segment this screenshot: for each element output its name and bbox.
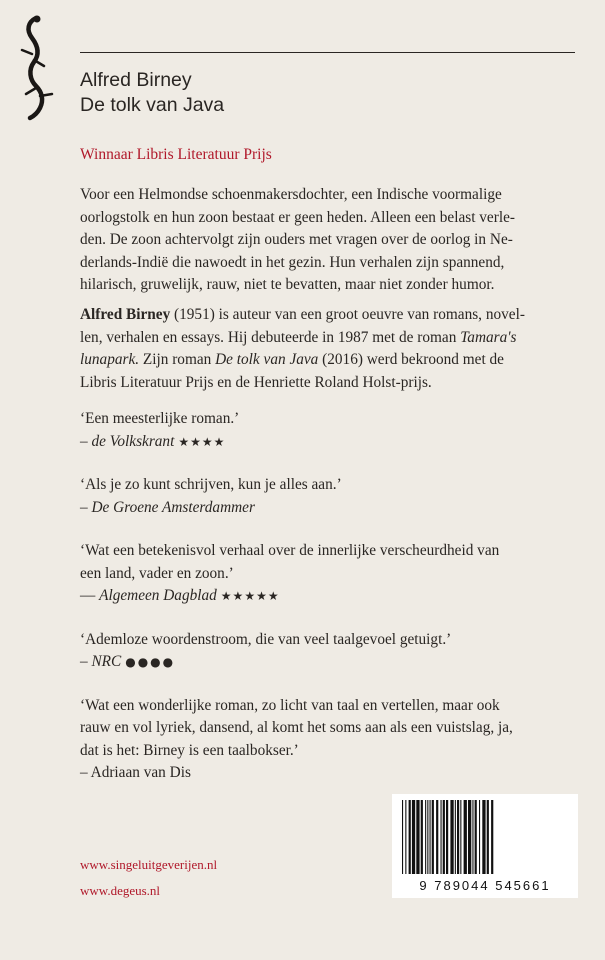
book-title: De tolk van Java	[80, 94, 225, 116]
isbn-barcode	[392, 794, 578, 898]
salamander-icon	[14, 14, 60, 124]
barcode-bar	[441, 800, 442, 874]
barcode-bar	[475, 800, 477, 874]
rating-stars: ★★★★★	[220, 589, 280, 603]
barcode-bar	[436, 800, 438, 874]
author-name: Alfred Birney	[80, 69, 192, 91]
review-quote	[80, 474, 580, 519]
barcode-bar	[405, 800, 406, 874]
blurb-line: hilarisch, gruwelijk, rauw, niet te bevatten, maar niet zonder humor.	[80, 276, 495, 293]
barcode-bar	[479, 800, 480, 874]
barcode-bar	[450, 800, 453, 874]
barcode-bar	[487, 800, 489, 874]
bio-line: len, verhalen en essays. Hij debuteerde in 1987 met de roman Tamara's	[80, 328, 517, 346]
barcode-bar	[430, 800, 431, 874]
barcode-bar	[457, 800, 459, 874]
barcode-bar	[468, 800, 471, 874]
prize-line: Winnaar Libris Literatuur Prijs	[80, 146, 272, 163]
quote-source: – De Groene Amsterdammer	[80, 498, 255, 516]
barcode-bar	[460, 800, 461, 874]
blurb-line: den. De zoon achtervolgt zijn ouders met vragen over de oorlog in Ne-	[80, 231, 513, 248]
barcode-bar	[402, 800, 403, 874]
quote-text: ‘Ademloze woordenstroom, die van veel taalgevoel getuigt.’	[80, 630, 452, 648]
blurb	[80, 184, 580, 297]
rating-stars: ★★★★	[178, 434, 226, 449]
publisher-link-degeus[interactable]: www.degeus.nl	[80, 883, 161, 898]
barcode-bar	[409, 800, 411, 874]
barcode-bar	[472, 800, 473, 874]
publisher-link-singel[interactable]: www.singeluitgeverijen.nl	[80, 857, 218, 872]
bio-line: Alfred Birney (1951) is auteur van een groot oeuvre van romans, novel-	[80, 306, 525, 323]
barcode-bar	[443, 800, 445, 874]
barcode-bar	[432, 800, 434, 874]
author-title-block	[80, 68, 224, 118]
blurb-line: Voor een Helmondse schoenmakersdochter, een Indische voormalige	[80, 186, 502, 203]
isbn-number: 9 789044 545661	[419, 878, 551, 893]
review-quote	[80, 629, 580, 674]
barcode-bar	[446, 800, 448, 874]
header-rule	[80, 52, 575, 53]
review-quote	[80, 540, 580, 608]
quote-text: rauw en vol lyriek, dansend, al komt het soms aan als een vuistslag, ja,	[80, 719, 513, 736]
blurb-line: derlands-Indië die nawoedt in het gezin. Hun verhalen zijn spannend,	[80, 253, 505, 271]
barcode-bar	[412, 800, 415, 874]
quote-source: – NRC ●●●●	[80, 653, 176, 670]
publisher-links	[80, 852, 217, 904]
blurb-line: oorlogstolk en hun zoon bestaat er geen heden. Alleen een belast verle-	[80, 208, 515, 226]
barcode-bar	[425, 800, 426, 874]
barcode-bar	[416, 800, 419, 874]
quote-source: — Algemeen Dagblad ★★★★★	[80, 587, 280, 604]
bio-line: lunapark. Zijn roman De tolk van Java (2016) werd bekroond met de	[80, 351, 504, 368]
review-quote	[80, 408, 580, 453]
quote-source: – de Volkskrant ★★★★	[80, 432, 226, 450]
quote-text: ‘Wat een wonderlijke roman, zo licht van taal en vertellen, maar ook	[80, 696, 500, 714]
bio-author-name: Alfred Birney	[80, 306, 171, 323]
barcode-bar	[455, 800, 456, 874]
barcode-bar	[427, 800, 428, 874]
quote-text: een land, vader en zoon.’	[80, 564, 234, 582]
rating-dots: ●●●●	[125, 655, 176, 669]
bio-line: Libris Literatuur Prijs en de Henriette Roland Holst-prijs.	[80, 373, 432, 391]
barcode-bar	[464, 800, 467, 874]
quote-text: ‘Wat een betekenisvol verhaal over de innerlijke verscheurdheid van	[80, 542, 500, 559]
quote-text: ‘Als je zo kunt schrijven, kun je alles aan.’	[80, 476, 342, 493]
quote-source: – Adriaan van Dis	[80, 764, 191, 781]
author-bio	[80, 304, 580, 394]
review-quote	[80, 695, 580, 785]
barcode-bar	[491, 800, 493, 874]
review-quotes	[80, 408, 580, 806]
barcode-bar	[421, 800, 423, 874]
quote-text: ‘Een meesterlijke roman.’	[80, 410, 240, 427]
barcode-bar	[482, 800, 485, 874]
quote-text: dat is het: Birney is een taalbokser.’	[80, 741, 299, 759]
barcode-bars	[400, 800, 570, 876]
